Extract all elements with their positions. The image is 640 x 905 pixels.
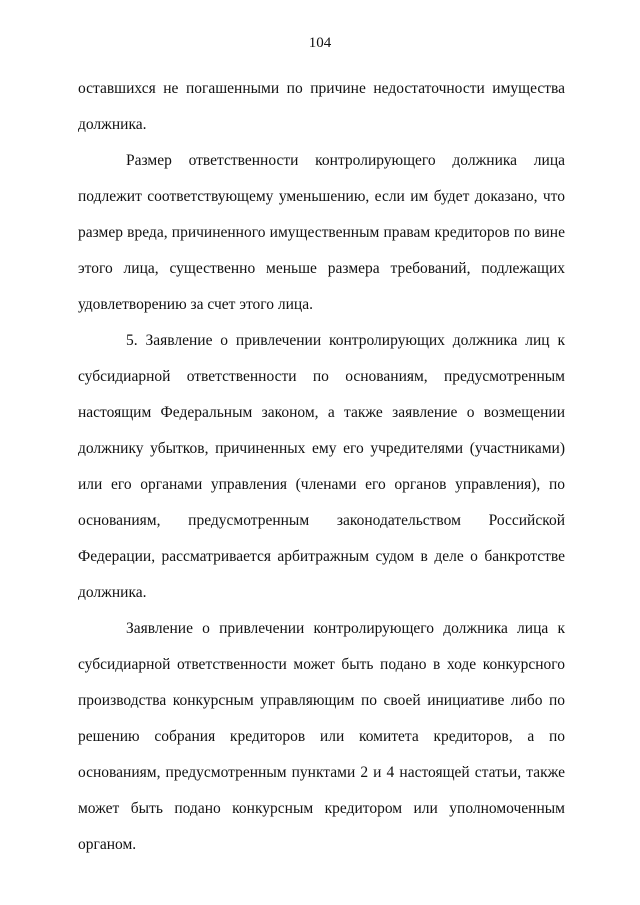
paragraph-liability-reduction: Размер ответственности контролирующего должника лица подлежит соответствующему уменьшению, если им будет доказано, что размер вреда, причиненного имущественным правам кредиторов по вине этого лица, существенно меньше размера требований, подлежащих удовлетворению за счет этого лица. [78, 152, 565, 313]
page-number: 104 [308, 35, 332, 51]
body-text [78, 71, 565, 863]
paragraph-item-5: 5. Заявление о привлечении контролирующих должника лиц к субсидиарной ответственности по основаниям, предусмотренным настоящим Федеральным законом, а также заявление о возмещении должнику убытков, причиненных ему его учредителями (участниками) или его органами управления (членами его органов управления), по основаниям, предусмотренным законодательством Российской Федерации, рассматривается арбитражным судом в деле о банкротстве должника. [78, 332, 565, 601]
paragraph-continuation: оставшихся не погашенными по причине недостаточности имущества должника. [78, 80, 565, 133]
paragraph-application-filing: Заявление о привлечении контролирующего должника лица к субсидиарной ответственности может быть подано в ходе конкурсного производства конкурсным управляющим по своей инициативе либо по решению собрания кредиторов или комитета кредиторов, а по основаниям, предусмотренным пунктами 2 и 4 настоящей статьи, также может быть подано конкурсным кредитором или уполномоченным органом. [78, 620, 565, 853]
